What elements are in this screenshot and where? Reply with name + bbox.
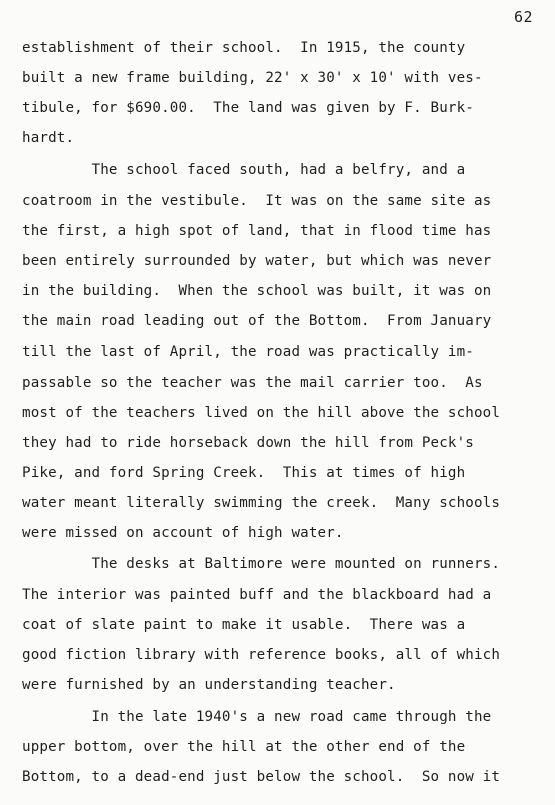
text-line: passable so the teacher was the mail carrier too. As <box>22 375 483 391</box>
text-line: Pike, and ford Spring Creek. This at times of high <box>22 465 466 481</box>
text-line: good fiction library with reference books, all of which <box>22 647 501 663</box>
text-line: In the late 1940's a new road came through the <box>22 709 492 725</box>
text-line: hardt. <box>22 130 75 146</box>
text-line: in the building. When the school was built, it was on <box>22 283 492 299</box>
text-line: upper bottom, over the hill at the other end of the <box>22 739 466 755</box>
text-line: most of the teachers lived on the hill above the school <box>22 405 501 421</box>
text-line: till the last of April, the road was practically im- <box>22 344 474 360</box>
text-line: built a new frame building, 22' x 30' x 10' with ves- <box>22 70 483 86</box>
text-line: The desks at Baltimore were mounted on runners. <box>22 556 501 572</box>
page-number: 62 <box>513 8 533 26</box>
text-line: were missed on account of high water. <box>22 525 344 541</box>
text-line: they had to ride horseback down the hill from Peck's <box>22 435 474 451</box>
text-line: water meant literally swimming the creek. Many schools <box>22 495 501 511</box>
text-line: coatroom in the vestibule. It was on the same site as <box>22 193 492 209</box>
text-line: The school faced south, had a belfry, and a <box>22 162 466 178</box>
text-line: were furnished by an understanding teacher. <box>22 677 396 693</box>
text-line: the first, a high spot of land, that in flood time has <box>22 223 492 239</box>
text-line: The interior was painted buff and the blackboard had a <box>22 587 492 603</box>
text-line: the main road leading out of the Bottom. From January <box>22 313 492 329</box>
text-line: tibule, for $690.00. The land was given by F. Burk- <box>22 100 474 116</box>
text-line: coat of slate paint to make it usable. There was a <box>22 617 466 633</box>
text-line: establishment of their school. In 1915, the county <box>22 40 466 56</box>
text-line: been entirely surrounded by water, but which was never <box>22 253 492 269</box>
text-line: Bottom, to a dead-end just below the school. So now it <box>22 769 501 785</box>
